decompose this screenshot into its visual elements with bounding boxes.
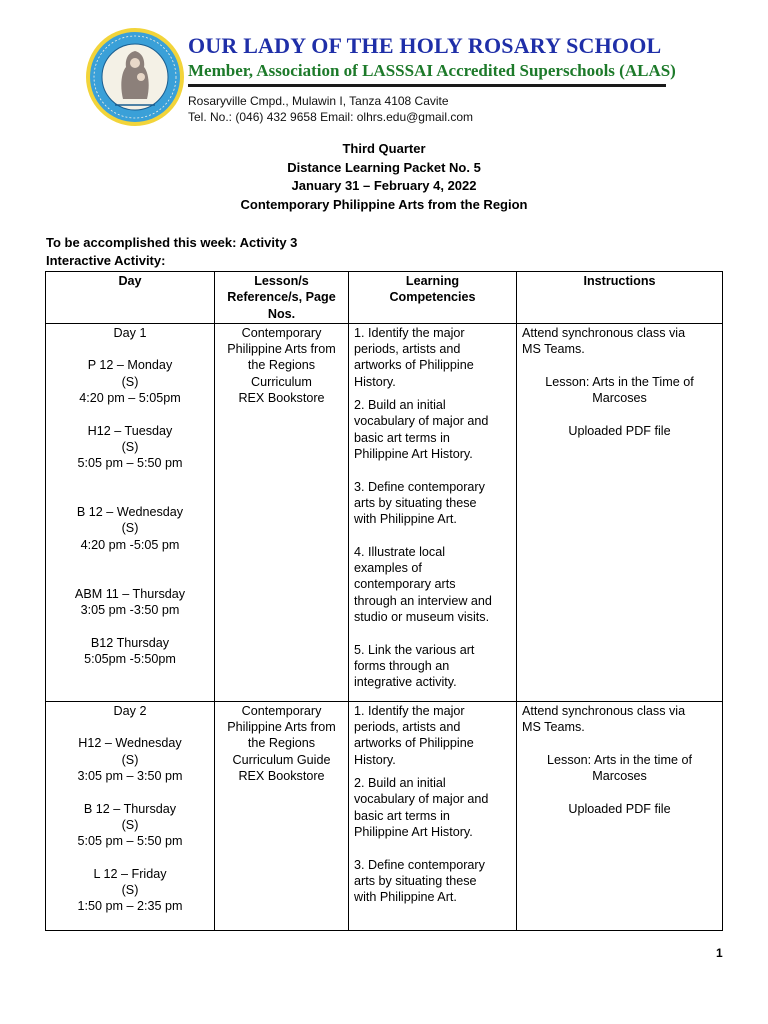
school-seal-logo-icon [85, 27, 185, 127]
section-mode: (S) [121, 752, 139, 767]
header-competencies: Learning Competencies [349, 272, 517, 324]
reference-cell: Contemporary Philippine Arts from the Regions Curriculum Guide REX Bookstore [215, 701, 349, 930]
section-name: P 12 – Monday [87, 358, 173, 373]
competencies-cell: 1. Identify the major periods, artists and artworks of Philippine History. 2. Build an initial vocabulary of major and basic art terms in Philippine Art History. 3. Define contemporary arts by situating these with Philippine Art. 4. Illustrate local examples of contemporary arts through an interview and studio or museum visits. 5. Link the various art forms through an integrative activity. [349, 323, 517, 701]
table-header-row [46, 272, 723, 324]
instructions-cell: Attend synchronous class via MS Teams. Lesson: Arts in the time of Marcoses Uploaded PDF file [517, 701, 723, 930]
section-time: 5:05 pm – 5:50 pm [77, 834, 183, 849]
school-address: Rosaryville Cmpd., Mulawin I, Tanza 4108 Cavite [188, 94, 449, 108]
instructions-cell: Attend synchronous class via MS Teams. Lesson: Arts in the Time of Marcoses Uploaded PDF file [517, 323, 723, 701]
membership-lasssai: LASSSAI [362, 61, 433, 80]
interactive-activity-label: Interactive Activity: [46, 253, 166, 268]
section-time: 5:05 pm – 5:50 pm [77, 456, 183, 471]
schedule-table [45, 271, 723, 931]
section-time: 1:50 pm – 2:35 pm [77, 899, 183, 914]
section-name: H12 – Wednesday [78, 736, 182, 751]
header-reference: Lesson/s Reference/s, Page Nos. [215, 272, 349, 324]
section-mode: (S) [121, 521, 139, 536]
quarter-title: Third Quarter [342, 141, 426, 156]
section-mode: (S) [121, 883, 139, 898]
day-title: Day 2 [113, 703, 147, 718]
header-day: Day [46, 272, 215, 324]
section-time: 3:05 pm – 3:50 pm [77, 769, 183, 784]
section-time: 3:05 pm -3:50 pm [80, 602, 180, 617]
page-number: 1 [716, 946, 723, 960]
header-instructions: Instructions [517, 272, 723, 324]
section-name: B 12 – Thursday [83, 801, 177, 816]
competencies-cell: 1. Identify the major periods, artists and artworks of Philippine History. 2. Build an initial vocabulary of major and basic art terms in Philippine Art History. 3. Define contemporary arts by situating these with Philippine Art. [349, 701, 517, 930]
day-cell [46, 323, 215, 701]
subject-title: Contemporary Philippine Arts from the Region [240, 196, 528, 212]
table-row [46, 323, 723, 701]
day-title: Day 1 [113, 325, 147, 340]
school-contact: Tel. No.: (046) 432 9658 Email: olhrs.edu@gmail.com [188, 110, 473, 124]
table-row [46, 701, 723, 930]
section-name: B 12 – Wednesday [76, 505, 184, 520]
day-cell [46, 701, 215, 930]
section-mode: (S) [121, 439, 139, 454]
section-time: 4:20 pm -5:05 pm [80, 537, 180, 552]
membership-line [188, 61, 708, 81]
school-name: OUR LADY OF THE HOLY ROSARY SCHOOL [188, 33, 662, 58]
section-name: ABM 11 – Thursday [74, 586, 186, 601]
accomplish-note: To be accomplished this week: Activity 3 [46, 235, 298, 250]
section-mode: (S) [121, 817, 139, 832]
section-time: 5:05pm -5:50pm [84, 651, 176, 666]
section-name: L 12 – Friday [93, 866, 167, 881]
section-name: H12 – Tuesday [87, 423, 173, 438]
packet-title: Distance Learning Packet No. 5 [287, 159, 481, 175]
title-block [0, 140, 768, 214]
membership-suffix: Accredited Superschools (ALAS) [432, 61, 676, 80]
date-range: January 31 – February 4, 2022 [291, 178, 477, 193]
membership-prefix: Member, Association of [188, 61, 363, 80]
section-mode: (S) [121, 374, 139, 389]
section-time: 4:20 pm – 5:05pm [79, 391, 181, 406]
section-name: B12 Thursday [90, 635, 170, 650]
reference-cell: Contemporary Philippine Arts from the Regions Curriculum REX Bookstore [215, 323, 349, 701]
header-rule [188, 84, 666, 87]
